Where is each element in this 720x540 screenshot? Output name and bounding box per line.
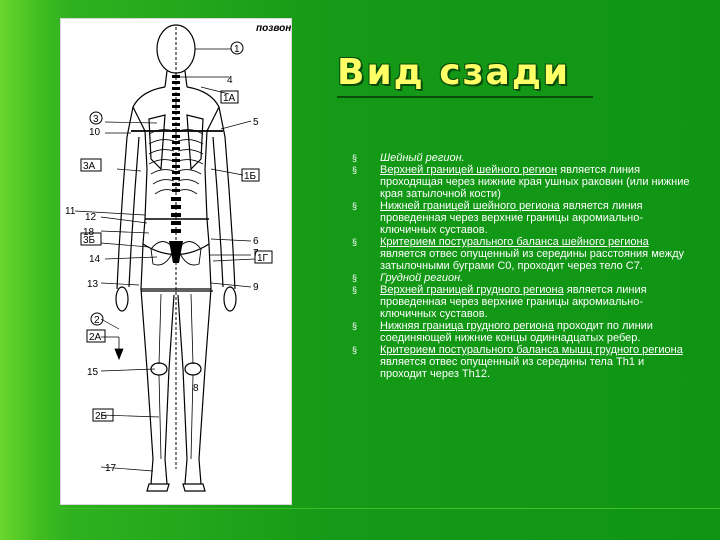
right-knee (185, 363, 201, 375)
bullet-text: является отвес опущенный из середины тела Th1 и проходит через Th12. (380, 356, 645, 380)
anatomy-back-view-illustration (61, 19, 291, 504)
bullet-marker-icon: § (352, 321, 358, 331)
bullet-item (352, 236, 692, 272)
bullet-item (352, 284, 692, 320)
label-leader-lines (75, 49, 255, 471)
label-2a: 2А (89, 332, 102, 343)
label-10: 10 (89, 127, 101, 138)
feet (147, 484, 205, 491)
label-5: 5 (253, 117, 259, 128)
left-hand (116, 287, 128, 311)
bullet-heading-text: Грудной регион. (380, 272, 464, 284)
label-8: 8 (193, 383, 199, 394)
label-14: 14 (89, 254, 101, 265)
bullet-text: является линия проходящая через нижние края ушных раковин (или нижние края затылочной кости) (380, 164, 690, 200)
bullet-item (352, 200, 692, 236)
bullet-underlined-text: Нижняя граница грудного региона (380, 320, 554, 332)
background-rule (60, 508, 720, 509)
bullet-underlined-text: Нижней границей шейного региона (380, 200, 560, 212)
label-17: 17 (105, 463, 117, 474)
bullet-heading-text: Шейный регион. (380, 152, 465, 164)
bullet-text: является линия проведенная через верхние границы акромиально-ключичных суставов. (380, 200, 643, 236)
label-9: 9 (253, 282, 259, 293)
label-1g: 1Г (257, 253, 268, 264)
bullet-underlined-text: Критерием постурального баланса мышц грудного региона (380, 344, 683, 356)
bullet-item (352, 152, 692, 164)
bullet-item (352, 320, 692, 344)
bullet-marker-icon: § (352, 273, 358, 283)
label-6: 6 (253, 236, 259, 247)
bullet-marker-icon: § (352, 165, 358, 175)
label-3: 3 (93, 114, 99, 125)
bullet-underlined-text: Верхней границей шейного регион (380, 164, 558, 176)
bullet-marker-icon: § (352, 345, 358, 355)
label-1b: 1Б (244, 171, 257, 182)
label-2: 2 (94, 315, 100, 326)
bullet-item (352, 164, 692, 200)
bullet-item (352, 344, 692, 380)
label-3b: 3Б (83, 235, 96, 246)
bullet-list (352, 152, 692, 380)
bullet-text: проходит по линии соединяющей нижние концы одиннадцатых ребер. (380, 320, 653, 344)
label-3a: 3А (83, 161, 96, 172)
figure-corner-text: позвон (256, 23, 291, 34)
label-4: 4 (227, 75, 233, 86)
title-underline (337, 96, 593, 98)
bullet-underlined-text: Верхней границей грудного региона (380, 284, 564, 296)
label-11: 11 (65, 206, 76, 217)
anatomy-figure-panel (60, 18, 292, 505)
bullet-text: является линия проведенная через верхние границы акромиально-ключичных суставов. (380, 284, 647, 320)
bullet-text: является отвес опущенный из середины расстояния между затылочными буграми С0, проходит через тело С7. (380, 248, 685, 272)
background-left-band (0, 0, 36, 540)
bullet-marker-icon: § (352, 285, 358, 295)
bullet-marker-icon: § (352, 201, 358, 211)
plumb-bob-icon (115, 337, 123, 359)
label-13: 13 (87, 279, 99, 290)
label-15: 15 (87, 367, 99, 378)
bullet-marker-icon: § (352, 237, 358, 247)
label-1a: 1А (223, 93, 236, 104)
label-1: 1 (234, 44, 240, 55)
slide-title: Вид сзади (337, 52, 571, 93)
bullet-underlined-text: Критерием постурального баланса шейного региона (380, 236, 649, 248)
label-18: 18 (83, 227, 95, 238)
bullet-item (352, 272, 692, 284)
label-7: 7 (253, 248, 259, 259)
bullet-marker-icon: § (352, 153, 358, 163)
label-2b: 2Б (95, 411, 108, 422)
right-hand (224, 287, 236, 311)
label-12: 12 (85, 212, 97, 223)
